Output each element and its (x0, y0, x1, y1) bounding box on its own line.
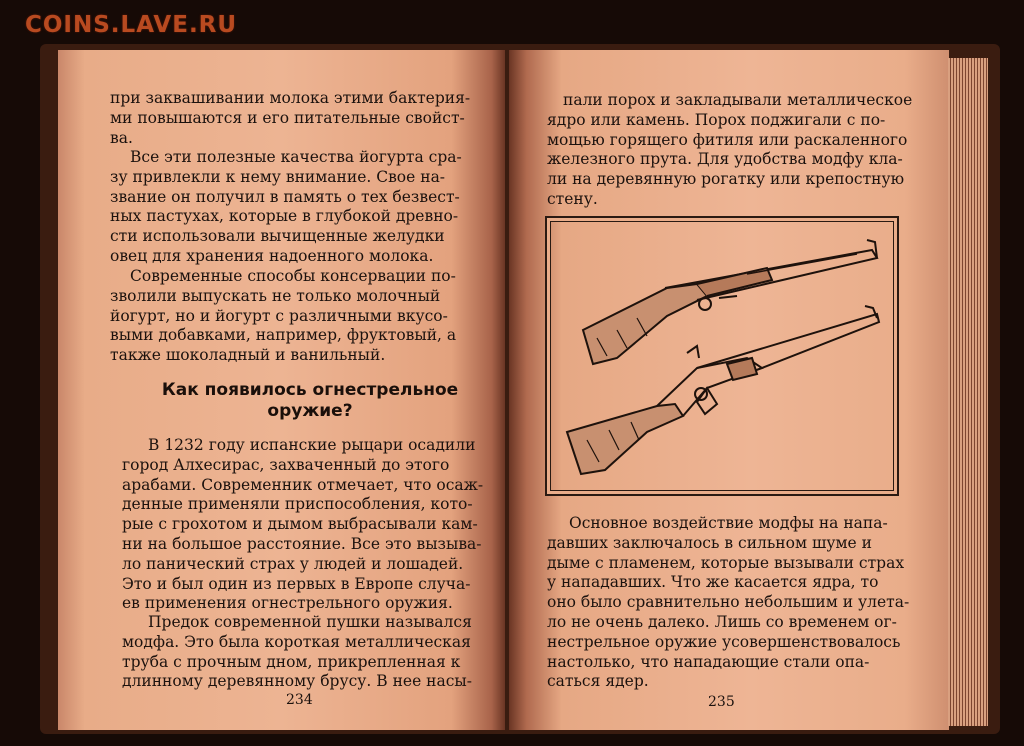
left-paragraph-5 (122, 613, 487, 692)
text-line: зу привлекли к нему внимание. Свое на- (110, 167, 446, 186)
page-number-left: 234 (286, 692, 313, 708)
heading-line: Как появилось огнестрельное (161, 380, 459, 400)
section-heading (110, 380, 510, 422)
text-line: модфа. Это была короткая металлическая (122, 632, 471, 651)
text-line: ло панический страх у людей и лошадей. (122, 554, 464, 573)
text-line: Предок современной пушки назывался (148, 613, 472, 631)
text-line: давших заключалось в сильном шуме и (547, 533, 872, 552)
text-line: саться ядер. (547, 672, 649, 691)
text-line: арабами. Современник отмечает, что осаж- (122, 475, 484, 494)
text-line: труба с прочным дном, прикрепленная к (122, 652, 461, 671)
text-line: выми добавками, например, фруктовый, а (110, 326, 457, 345)
right-paragraph-2 (547, 514, 910, 692)
text-line: при заквашивании молока этими бактерия- (110, 89, 471, 107)
text-line: пали порох и закладывали металлическое (563, 91, 913, 109)
text-line: рые с грохотом и дымом выбрасывали кам- (122, 515, 478, 534)
text-line: овец для хранения надоенного молока. (110, 246, 434, 265)
text-line: город Алхесирас, захваченный до этого (122, 455, 450, 474)
right-paragraph-1 (547, 91, 913, 210)
text-line: Основное воздействие модфы на напа- (569, 514, 888, 532)
rifles-illustration (545, 216, 899, 496)
text-line: ми повышаются и его питательные свойст- (110, 108, 465, 127)
watermark-text: COINS.LAVE.RU (25, 12, 238, 38)
text-line: зволили выпускать не только молочный (110, 286, 441, 305)
text-line: звание он получил в память о тех безвест- (110, 187, 460, 206)
text-line: Современные способы консервации по- (130, 267, 456, 285)
text-line: ных пастухах, которые в глубокой древно- (110, 207, 459, 226)
text-line: дыме с пламенем, которые вызывали страх (547, 553, 905, 572)
text-line: йогурт, но и йогурт с различными вкусо- (110, 306, 448, 325)
text-line: Это и был один из первых в Европе случа- (122, 574, 471, 593)
text-line: настолько, что нападающие стали опа- (547, 652, 870, 671)
text-line: оно было сравнительно небольшим и улета- (547, 593, 910, 612)
text-line: денные применяли приспособления, кото- (122, 495, 473, 514)
text-line: длинному деревянному брусу. В нее насы- (122, 672, 473, 691)
text-line: также шоколадный и ванильный. (110, 346, 386, 365)
text-line: ва. (110, 128, 133, 147)
page-edges (948, 58, 988, 726)
text-line: у нападавших. Что же касается ядра, то (547, 573, 879, 592)
text-line: нестрельное оружие усовершенствовалось (547, 632, 901, 651)
rifle-upper (583, 240, 877, 364)
text-line: ядро или камень. Порох поджигали с по- (547, 110, 886, 129)
text-line: стену. (547, 189, 598, 208)
page-number-right: 235 (708, 694, 735, 710)
left-paragraph-3 (110, 267, 475, 366)
text-line: В 1232 году испанские рыцари осадили (148, 436, 476, 454)
heading-line: оружие? (267, 401, 353, 421)
text-line: мощью горящего фитиля или раскаленного (547, 130, 908, 149)
rifles-drawing (547, 218, 897, 494)
left-paragraph-2 (110, 148, 475, 267)
text-line: Все эти полезные качества йогурта сра- (130, 148, 462, 166)
text-line: железного прута. Для удобства модфу кла- (547, 150, 903, 169)
text-line: ни на большое расстояние. Все это вызыва- (122, 534, 482, 553)
left-paragraph-4 (110, 436, 484, 614)
text-line: сти использовали вычищенные желудки (110, 227, 445, 246)
text-line: ло не очень далеко. Лишь со временем ог- (547, 612, 897, 631)
left-paragraph-1 (110, 89, 475, 148)
text-line: ли на деревянную рогатку или крепостную (547, 170, 905, 189)
text-line: ев применения огнестрельного оружия. (122, 594, 453, 613)
